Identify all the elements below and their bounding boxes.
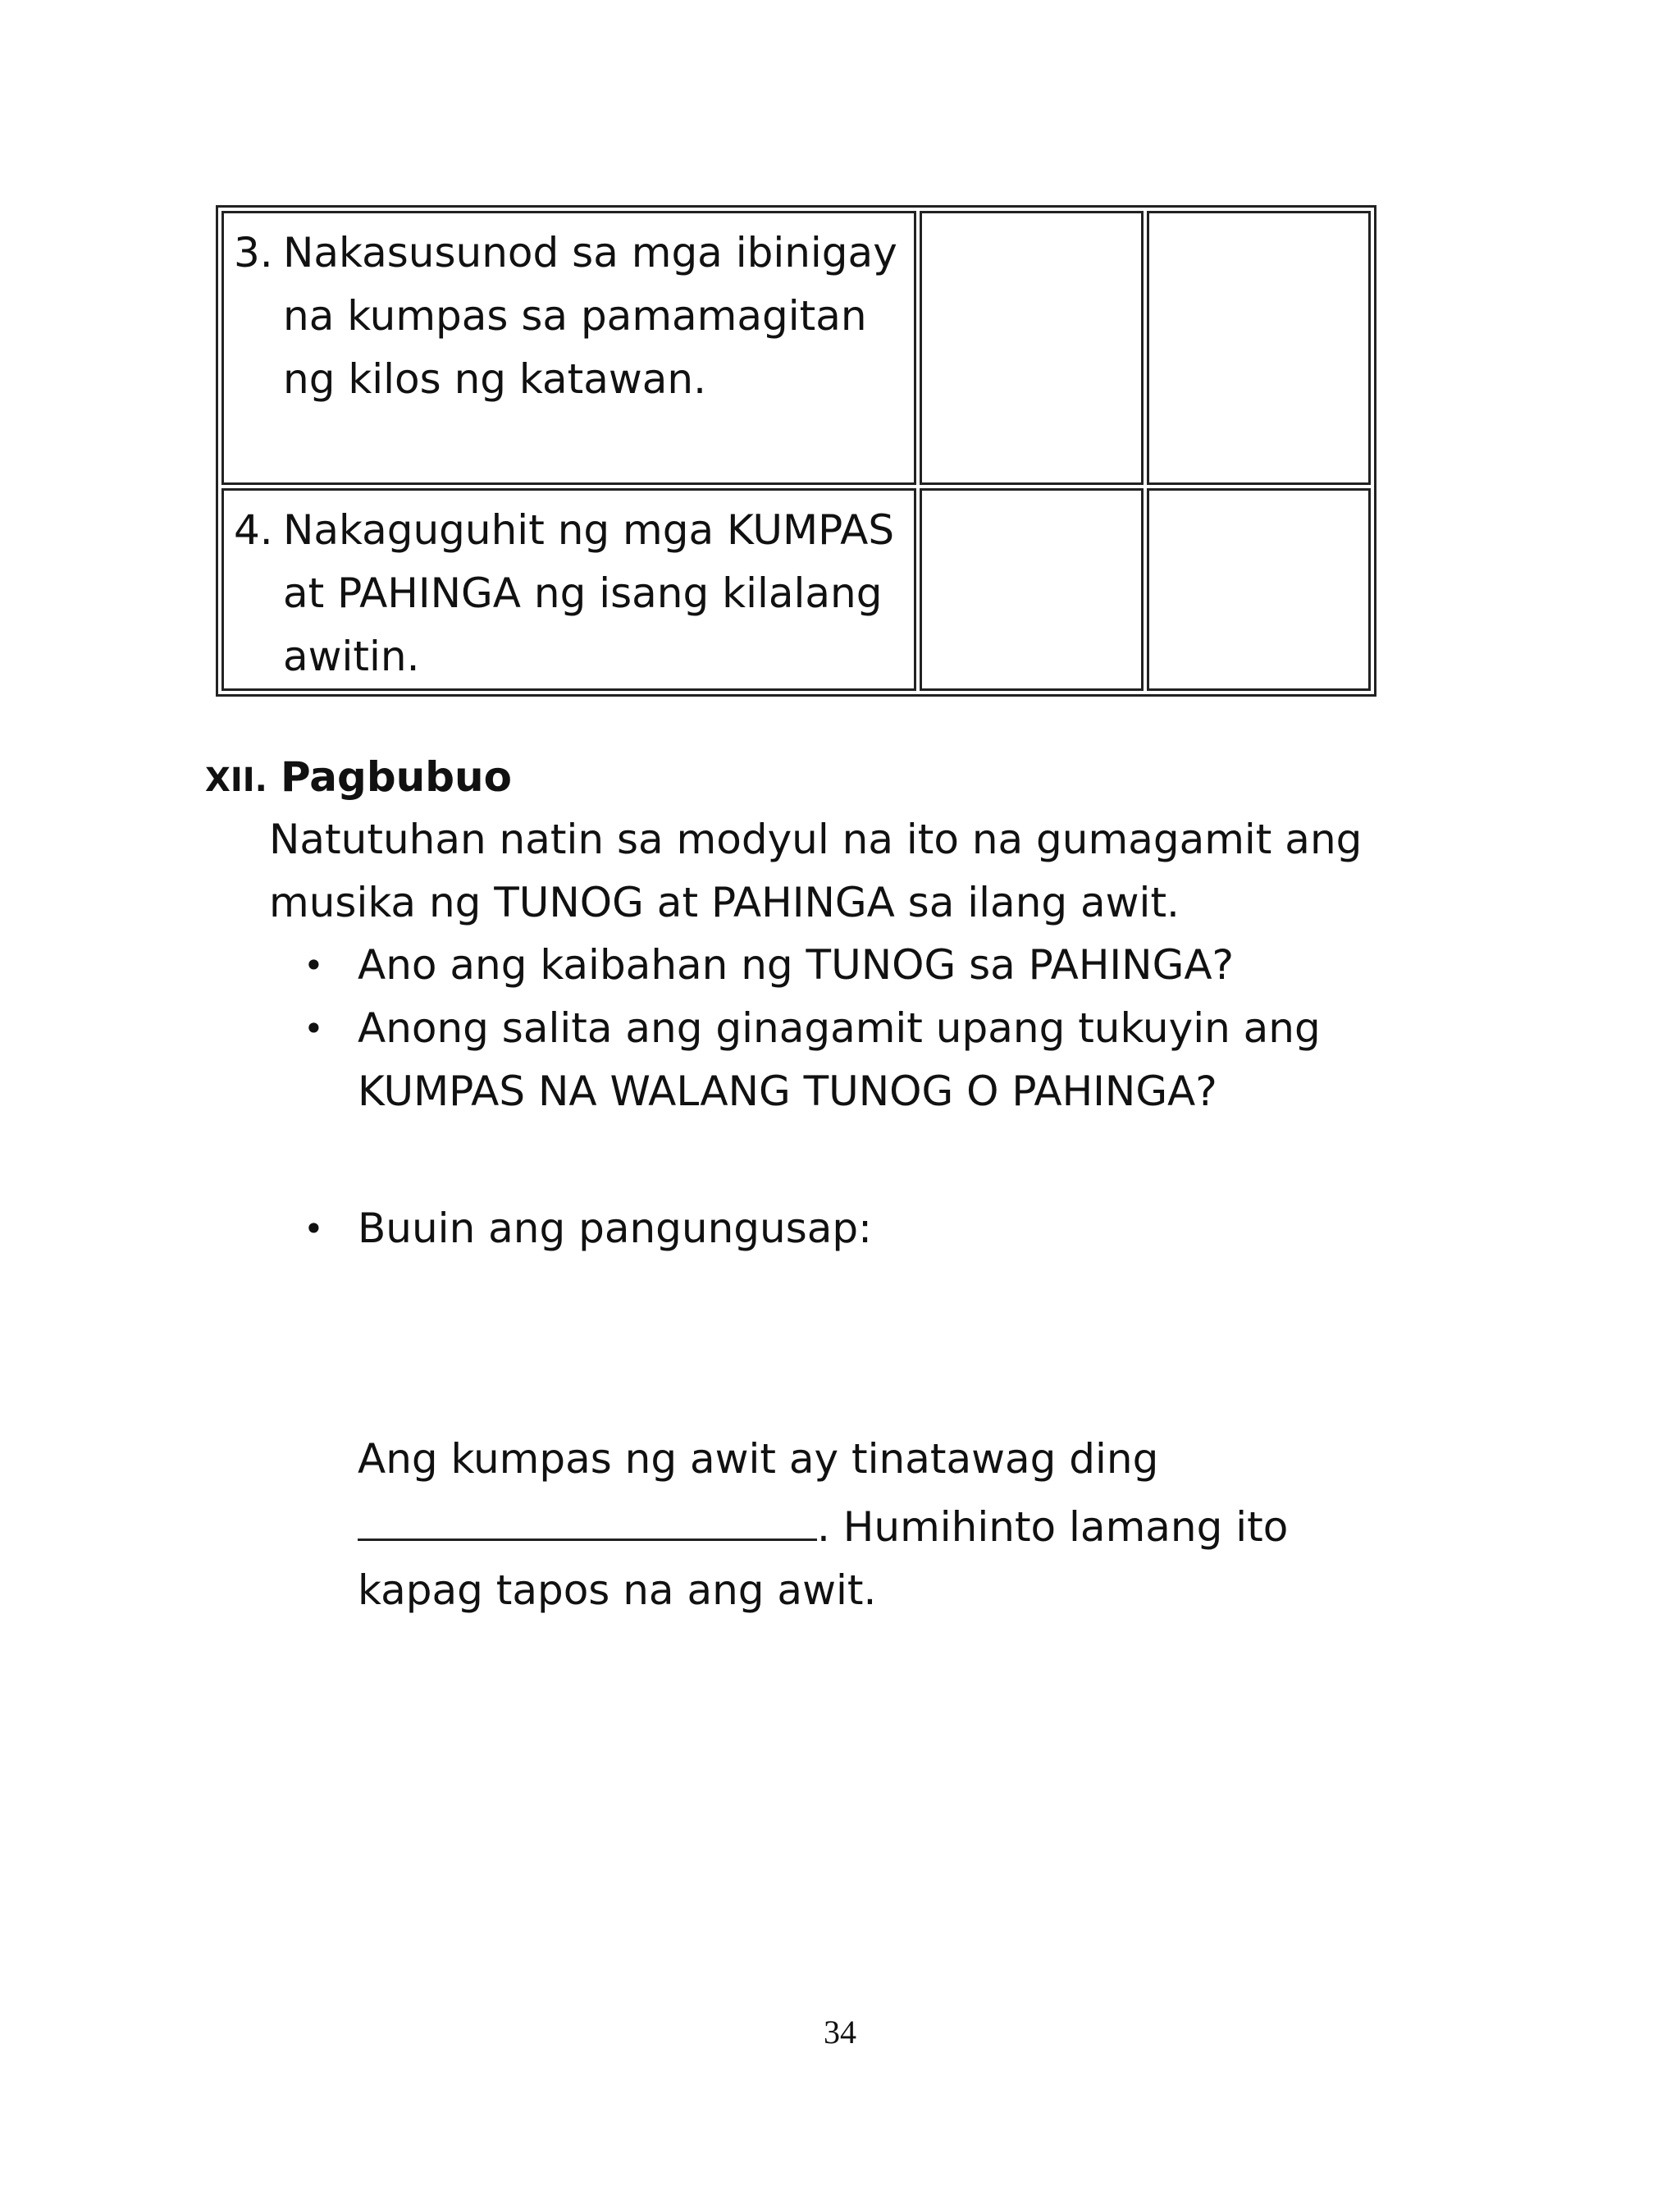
answer-blank[interactable]	[358, 1491, 817, 1541]
criterion-text: Nakaguguhit ng mga KUMPAS at PAHINGA ng isang kilalang awitin.	[283, 506, 895, 680]
section-heading	[205, 748, 512, 809]
rating-cell[interactable]	[1147, 488, 1371, 691]
criterion-cell	[221, 488, 916, 691]
criterion-number: 4.	[234, 506, 273, 554]
question-list	[304, 934, 1395, 1260]
section-intro: Natutuhan natin sa modyul na ito na gumagamit ang musika ng TUNOG at PAHINGA sa ilang awit.	[269, 816, 1363, 926]
list-item	[304, 1197, 1395, 1260]
rubric-row	[221, 488, 1371, 691]
fill-in-sentence	[358, 1428, 1391, 1622]
criterion-number: 3.	[234, 229, 273, 277]
criterion-cell	[221, 211, 916, 485]
bullet-icon: •	[304, 1008, 324, 1049]
question-text: Ano ang kaibahan ng TUNOG sa PAHINGA?	[358, 941, 1235, 989]
bullet-icon: •	[304, 1209, 324, 1249]
section-number: XII.	[205, 761, 267, 799]
sentence-end: . Humihinto lamang ito kapag tapos na ang awit.	[358, 1503, 1289, 1614]
bullet-icon: •	[304, 945, 324, 985]
sentence-start: Ang kumpas ng awit ay tinatawag ding	[358, 1435, 1159, 1483]
rating-cell[interactable]	[920, 211, 1144, 485]
rubric-row	[221, 211, 1371, 485]
list-item	[304, 934, 1395, 997]
criterion-text: Nakasusunod sa mga ibinigay na kumpas sa pamamagitan ng kilos ng katawan.	[283, 229, 897, 403]
rubric-table	[216, 205, 1376, 697]
page-number: 34	[824, 2014, 856, 2051]
rating-cell[interactable]	[1147, 211, 1371, 485]
rating-cell[interactable]	[920, 488, 1144, 691]
list-item	[304, 997, 1395, 1123]
question-text: Buuin ang pangungusap:	[358, 1205, 873, 1252]
section-title: Pagbubuo	[281, 753, 512, 801]
question-text: Anong salita ang ginagamit upang tukuyin ang KUMPAS NA WALANG TUNOG O PAHINGA?	[358, 1004, 1321, 1115]
